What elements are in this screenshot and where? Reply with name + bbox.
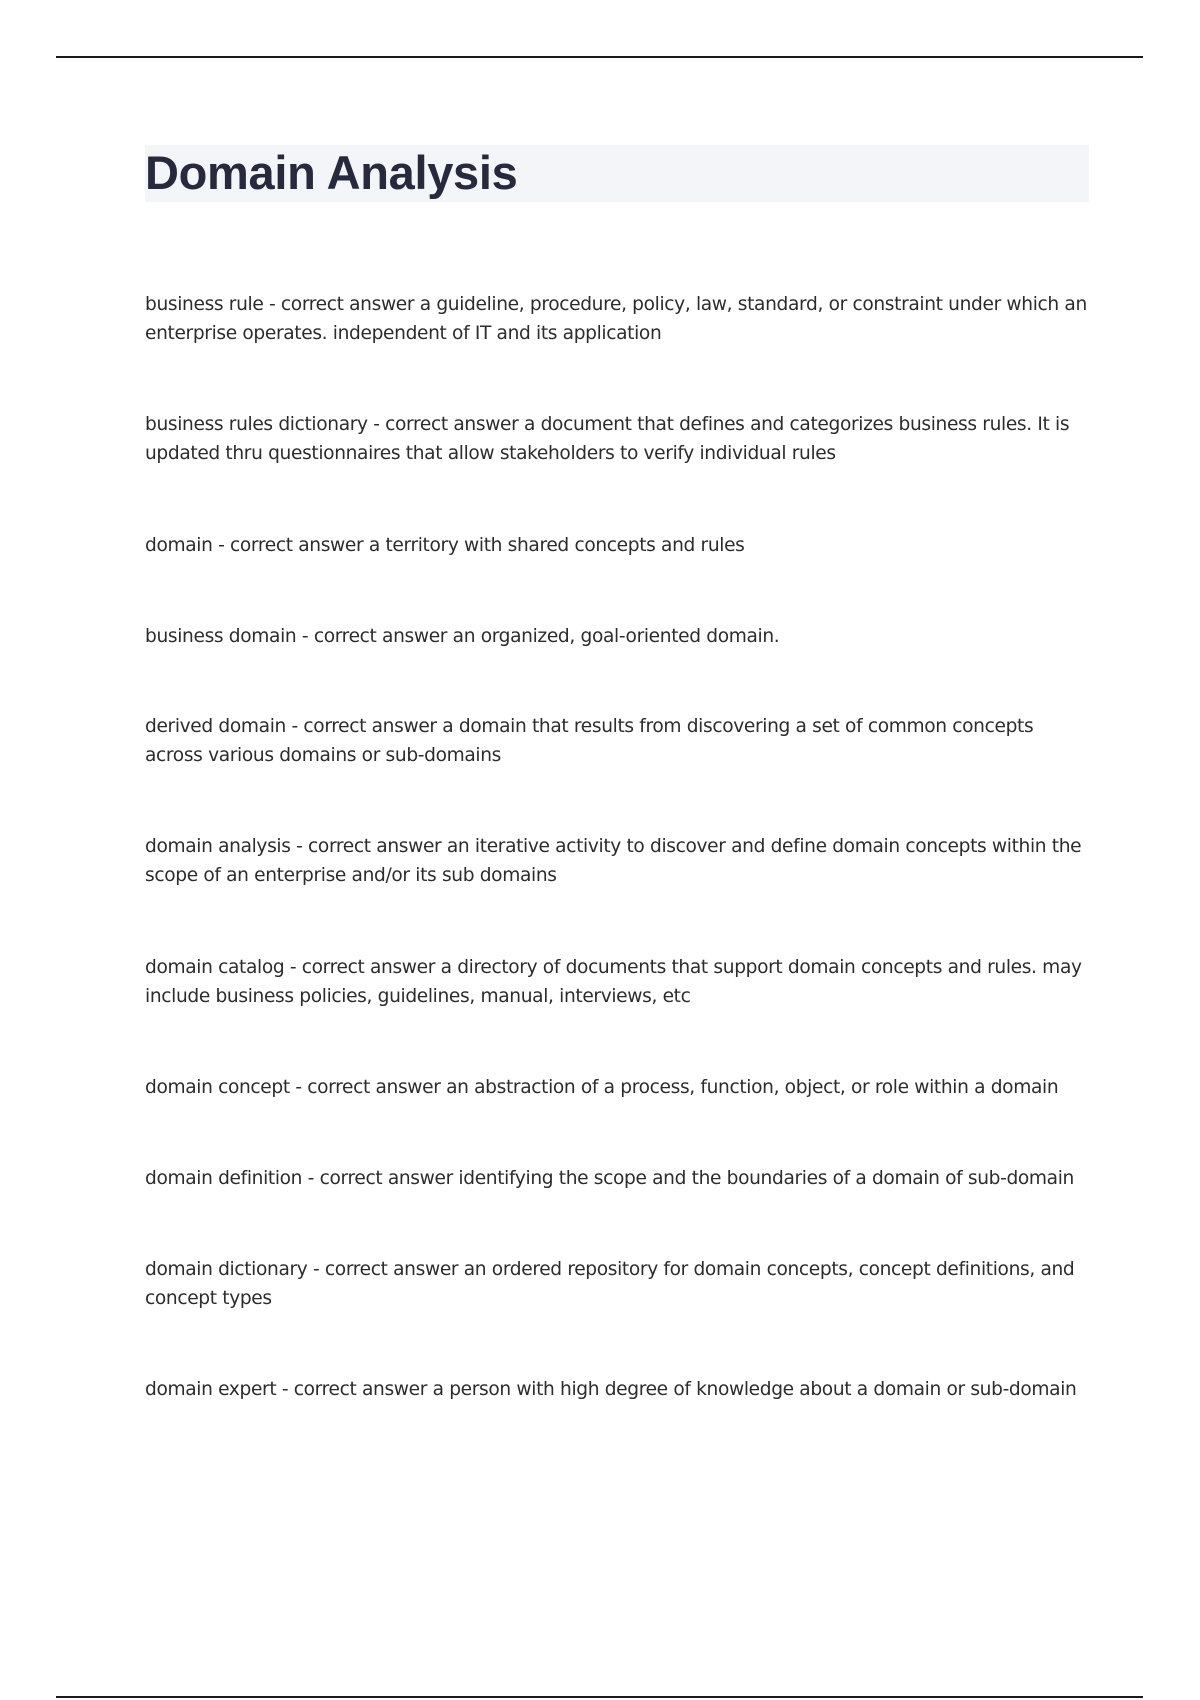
page-title: Domain Analysis — [145, 146, 518, 199]
definition-entry-domain-catalog: domain catalog - correct answer a directory of documents that support domain concepts and rules. may include business policies, guidelines, manual, interviews, etc — [145, 957, 1082, 1007]
definition-entry-business-rules-dictionary: business rules dictionary - correct answer a document that defines and categorizes business rules. It is updated thru questionnaires that allow stakeholders to verify individual rules — [145, 414, 1070, 464]
definition-entry-business-domain: business domain - correct answer an organized, goal-oriented domain. — [145, 626, 780, 647]
definition-entry-business-rule: business rule - correct answer a guideline, procedure, policy, law, standard, or constraint under which an enterprise operates. independent of IT and its application — [145, 294, 1087, 344]
definition-entry-domain-analysis: domain analysis - correct answer an iterative activity to discover and define domain concepts within the scope of an enterprise and/or its sub domains — [145, 836, 1082, 886]
definition-entry-domain-expert: domain expert - correct answer a person with high degree of knowledge about a domain or sub-domain — [145, 1379, 1077, 1400]
definition-entry-domain-concept: domain concept - correct answer an abstraction of a process, function, object, or role within a domain — [145, 1077, 1059, 1098]
top-divider — [56, 56, 1143, 58]
definition-entry-domain-definition: domain definition - correct answer identifying the scope and the boundaries of a domain of sub-domain — [145, 1168, 1074, 1189]
definition-entry-domain-dictionary: domain dictionary - correct answer an ordered repository for domain concepts, concept definitions, and concept types — [145, 1259, 1075, 1309]
definition-entry-domain: domain - correct answer a territory with shared concepts and rules — [145, 535, 745, 556]
definition-entry-derived-domain: derived domain - correct answer a domain that results from discovering a set of common concepts across various domains or sub-domains — [145, 716, 1034, 766]
bottom-divider — [56, 1696, 1143, 1698]
